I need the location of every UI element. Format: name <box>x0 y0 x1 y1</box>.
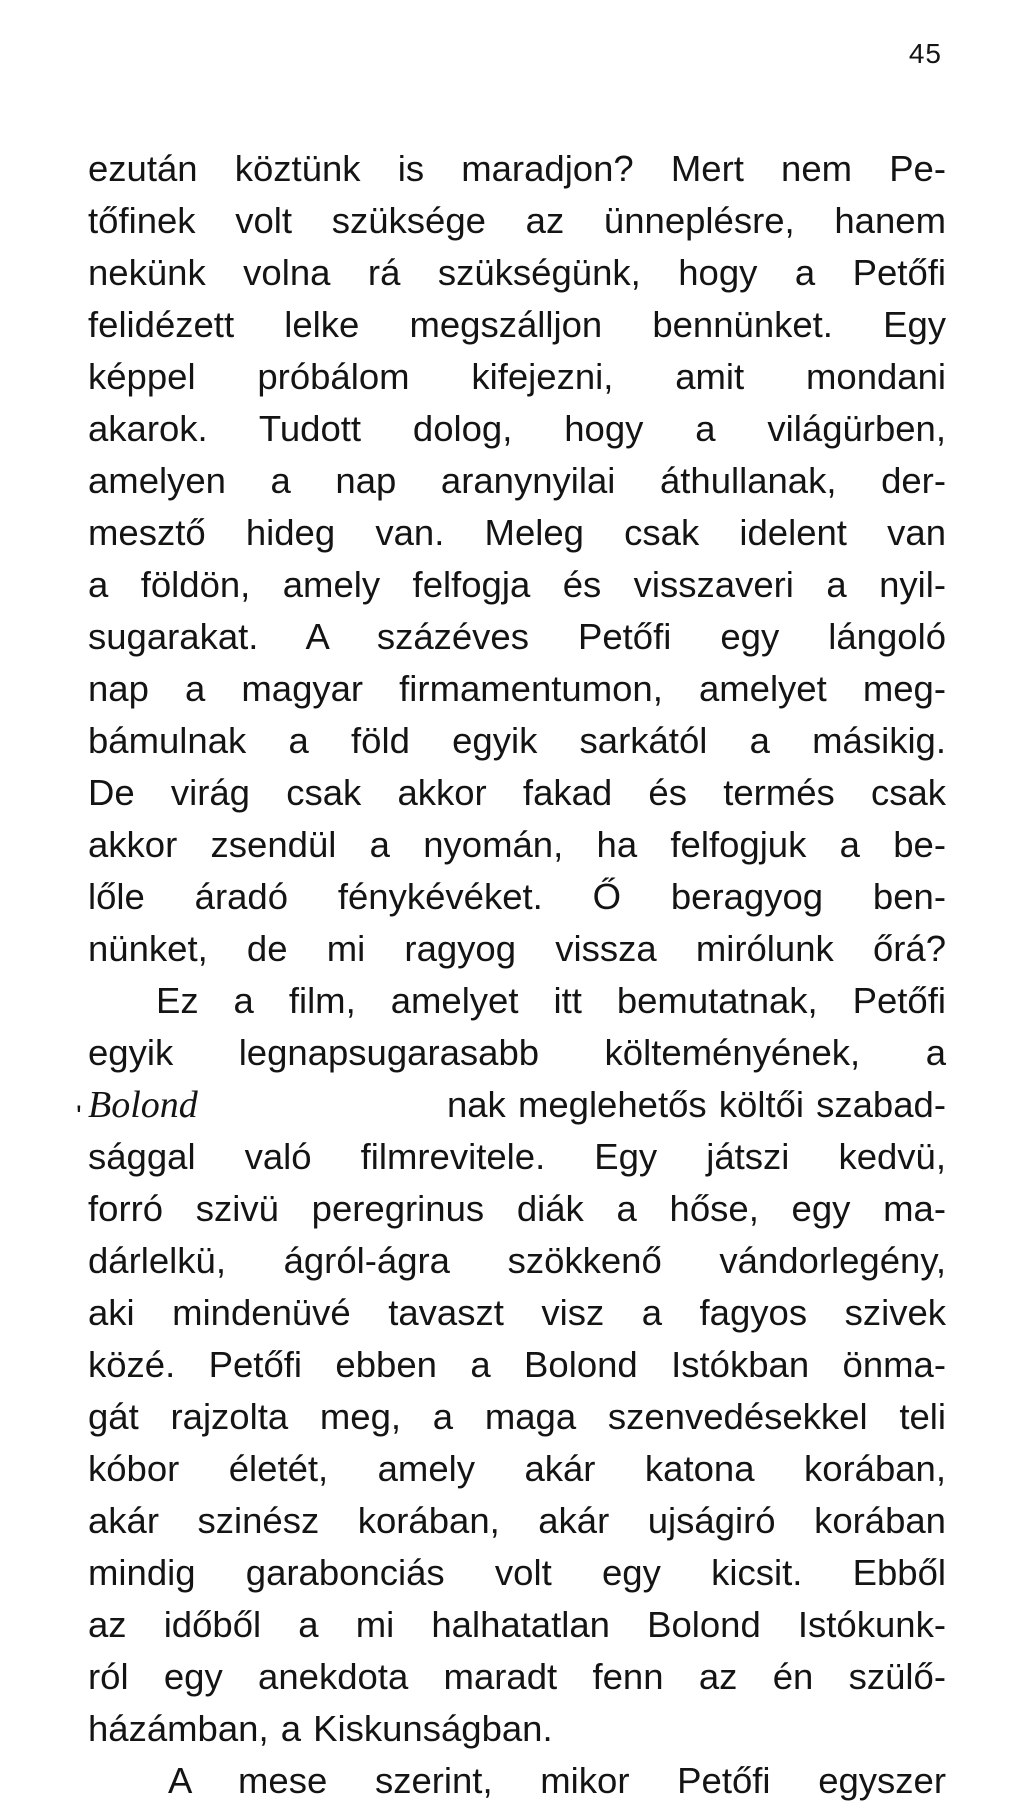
text-line: házámban, a Kiskunságban. <box>88 1708 553 1749</box>
text-line: lőle áradó fénykévéket. Ő beragyog ben- <box>88 876 946 917</box>
text-line-rest: nak meglehetős költői szabad- <box>446 1084 946 1125</box>
body-text <box>88 143 946 1807</box>
text-line: De virág csak akkor fakad és termés csak <box>88 772 946 813</box>
text-line: A mese szerint, mikor Petőfi egyszer <box>168 1760 946 1801</box>
text-line: aki mindenüvé tavaszt visz a fagyos szivek <box>88 1292 946 1333</box>
text-line: egyik legnapsugarasabb költeményének, a <box>88 1032 946 1073</box>
italic-title: Bolond <box>88 1084 198 1126</box>
text-line: bámulnak a föld egyik sarkától a másikig. <box>88 720 946 761</box>
text-line: akarok. Tudott dolog, hogy a világürben, <box>88 408 946 449</box>
text-line: sugarakat. A százéves Petőfi egy lángoló <box>88 616 946 657</box>
text-line: akkor zsendül a nyomán, ha felfogjuk a be- <box>88 824 946 865</box>
text-line: közé. Petőfi ebben a Bolond Istókban önma- <box>88 1344 946 1385</box>
text-line: amelyen a nap aranynyilai áthullanak, der- <box>88 460 946 501</box>
text-line: akár szinész korában, akár ujságiró korában <box>88 1500 946 1541</box>
text-line: nünket, de mi ragyog vissza mirólunk őrá? <box>88 928 946 969</box>
text-line: tőfinek volt szüksége az ünneplésre, hanem <box>88 200 946 241</box>
text-line: mesztő hideg van. Meleg csak idelent van <box>88 512 946 553</box>
text-line-with-title <box>88 1079 946 1131</box>
text-line: gát rajzolta meg, a maga szenvedésekkel teli <box>88 1396 946 1437</box>
text-line: felidézett lelke megszálljon bennünket. Egy <box>88 304 946 345</box>
page-number: 45 <box>908 38 942 69</box>
text-line: sággal való filmrevitele. Egy játszi kedvü, <box>88 1136 946 1177</box>
text-line: ról egy anekdota maradt fenn az én szülő- <box>88 1656 946 1697</box>
text-line: Ez a film, amelyet itt bemutatnak, Petőfi <box>156 980 946 1021</box>
text-line: nekünk volna rá szükségünk, hogy a Petőfi <box>88 252 946 293</box>
text-line: a földön, amely felfogja és visszaveri a nyil- <box>88 564 946 605</box>
text-line: ezután köztünk is maradjon? Mert nem Pe- <box>88 148 946 189</box>
text-line: dárlelkü, ágról-ágra szökkenő vándorlegény, <box>88 1240 946 1281</box>
margin-mark: ' <box>76 1100 82 1133</box>
text-line: kóbor életét, amely akár katona korában, <box>88 1448 946 1489</box>
text-line: forró szivü peregrinus diák a hőse, egy ma- <box>88 1188 946 1229</box>
text-line: mindig garabonciás volt egy kicsit. Ebből <box>88 1552 946 1593</box>
text-line: nap a magyar firmamentumon, amelyet meg- <box>88 668 946 709</box>
text-line: képpel próbálom kifejezni, amit mondani <box>88 356 946 397</box>
text-line: az időből a mi halhatatlan Bolond Istókunk- <box>88 1604 946 1645</box>
